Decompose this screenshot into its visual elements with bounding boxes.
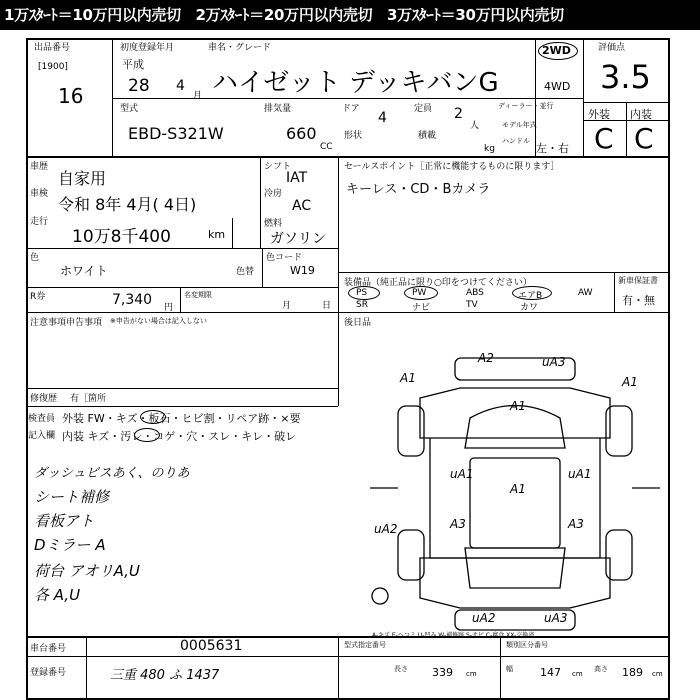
cm-1: cm (466, 670, 477, 678)
repair: 有［箇所 (70, 394, 107, 404)
equip-airbag: エアB (518, 291, 543, 301)
mark-a1-tr: A1 (622, 375, 638, 389)
drive-4wd: 4WD (544, 80, 571, 93)
note-1: ダッシュビスあく、のりあ (34, 466, 190, 481)
shift-label: シフト (264, 162, 292, 172)
color-code: W19 (290, 264, 315, 277)
hgt-label: 高さ (594, 665, 608, 673)
r-value: 7,340 (112, 292, 153, 308)
note-5: 荷台 アオリA,U (34, 562, 140, 580)
handle: 左・右 (536, 142, 569, 155)
mark-a3-right: A3 (568, 517, 584, 531)
mark-a2: A2 (478, 351, 494, 365)
shape-label: 形状 (344, 131, 363, 141)
yen-label: 円 (164, 303, 174, 313)
equip-navi: ナビ (412, 303, 431, 313)
fuel: ガソリン (270, 231, 326, 247)
score: 3.5 (600, 58, 651, 96)
month-l: 月 (282, 301, 292, 311)
box-label: 積載 (418, 131, 437, 141)
int-items: 内装 キズ・汚レ・コゲ・穴・スレ・キレ・破レ (62, 430, 297, 443)
plate-label: 登録番号 (30, 668, 67, 678)
shift: IAT (286, 170, 308, 186)
score-label: 評価点 (598, 43, 626, 53)
equip-tv: TV (466, 300, 478, 310)
kg-label: kg (484, 144, 495, 154)
cm-3: cm (652, 670, 663, 678)
mark-ua3-bottom: uA3 (544, 611, 568, 625)
reg-label: 初度登録年月 (120, 43, 175, 53)
wid-label: 幅 (506, 665, 513, 673)
ac-label: 冷房 (264, 189, 283, 199)
mark-a1-hood: A1 (510, 399, 526, 413)
chassis-label: 車台番号 (30, 644, 67, 654)
new-label: 新車保証書 (618, 276, 658, 285)
color-change: 色替 (236, 267, 255, 277)
displacement: 660 (286, 124, 317, 143)
mileage: 10万8千400 (72, 227, 171, 247)
door-label: ドア (342, 104, 360, 114)
sales-points: キーレス・CD・Bカメラ (346, 182, 491, 197)
ac: AC (292, 198, 312, 214)
mark-ua2-bottom: uA2 (472, 611, 496, 625)
model-label: 型式 (120, 104, 139, 114)
mark-a1-tl: A1 (400, 371, 416, 385)
cat-label: 類別区分番号 (506, 641, 548, 649)
equip-label: 装備品（純正品に限り○印をつけてください） (344, 278, 532, 288)
cc-label: CC (320, 142, 333, 152)
day-l: 日 (322, 301, 332, 311)
new-val: 有・無 (622, 294, 655, 307)
mark-ua3-top: uA3 (542, 355, 566, 369)
equip-leather: カワ (520, 303, 539, 313)
chassis-number: 0005631 (180, 638, 243, 654)
width: 147 (540, 666, 561, 679)
mileage-label: 走行 (30, 217, 49, 227)
length: 339 (432, 666, 453, 679)
model: EBD-S321W (128, 124, 224, 143)
repair-label: 修復歴 (30, 394, 58, 404)
model-year-label: モデル年式 (502, 121, 537, 129)
note-2: シート補修 (34, 488, 110, 506)
handle-label: ハンドル (502, 137, 530, 145)
inspect-label: 車検 (30, 189, 49, 199)
use: 自家用 (58, 169, 107, 188)
color-code-label: 色コード (266, 253, 303, 263)
plate-number: 三重 480 ふ 1437 (110, 668, 220, 683)
size-label: 型式指定番号 (344, 641, 386, 649)
mark-ua2-left: uA2 (374, 522, 398, 536)
sales-label: セールスポイント［正常に機能するものに限ります］ (344, 162, 560, 172)
height: 189 (622, 666, 643, 679)
disp-label: 排気量 (264, 104, 292, 114)
drive-2wd: 2WD (542, 44, 571, 57)
note-sub: ※申告がない場合は記入しない (110, 317, 207, 325)
inspection: 令和 8年 4月( 4日) (58, 195, 197, 214)
mark-ua1-right: uA1 (568, 467, 592, 481)
r-label: R券 (30, 292, 46, 302)
len-label: 長さ (394, 665, 408, 673)
mark-a1-roof: A1 (510, 482, 526, 496)
reg-year: 28 (128, 76, 150, 96)
equip-aw: AW (578, 288, 593, 298)
dealer-label: ディーラー・並行 (498, 102, 554, 110)
equip-sr: SR (356, 300, 368, 310)
month-unit: 月 (193, 91, 203, 101)
cap-unit: 人 (470, 121, 480, 131)
rear-label: 後日品 (344, 318, 372, 328)
int-label: 内装 (630, 108, 652, 121)
doors: 4 (378, 110, 387, 126)
mark-ua1-left: uA1 (450, 467, 474, 481)
km-label: km (208, 228, 226, 241)
cm-2: cm (572, 670, 583, 678)
name-label: 車名・グレード (208, 43, 272, 53)
note-label: 注意事項申告事項 (30, 318, 103, 328)
color: ホワイト (60, 264, 108, 278)
use-label: 車歴 (30, 162, 49, 172)
era: 平成 (122, 58, 144, 71)
ext-grade: C (594, 122, 614, 155)
top-banner: 1万ｽﾀｰﾄ＝10万円以内売切 2万ｽﾀｰﾄ＝20万円以内売切 3万ｽﾀｰﾄ＝30万円以内売切 (0, 0, 700, 30)
reg-month: 4 (176, 78, 185, 94)
lot-label: 出品番号 (34, 43, 71, 53)
capacity: 2 (454, 106, 463, 122)
note-4: Dミラー A (34, 536, 106, 554)
note-3: 看板アト (34, 512, 95, 530)
equip-abs: ABS (466, 288, 484, 298)
car-name: ハイゼット デッキバンG (212, 68, 499, 98)
ext-label: 外装 (588, 108, 610, 121)
inspector-label-2: 記入欄 (28, 431, 56, 441)
color-label: 色 (30, 253, 40, 263)
inspector-label-1: 検査員 (28, 414, 56, 424)
fuel-label: 燃料 (264, 219, 283, 229)
equip-pw: PW (412, 288, 427, 298)
meigi-label: 名変期限 (184, 291, 212, 299)
mark-a3-left: A3 (450, 517, 466, 531)
note-6: 各 A,U (34, 586, 81, 604)
car-damage-diagram (360, 348, 670, 638)
equip-ps: PS (356, 288, 368, 298)
ext-items: 外装 FW・キズ・板石・ヒビ割・リペア跡・×要 (62, 412, 301, 425)
lot-number: 16 (58, 84, 84, 108)
lot-sub: [1900] (38, 62, 68, 72)
int-grade: C (634, 122, 654, 155)
cap-label: 定員 (414, 104, 433, 114)
